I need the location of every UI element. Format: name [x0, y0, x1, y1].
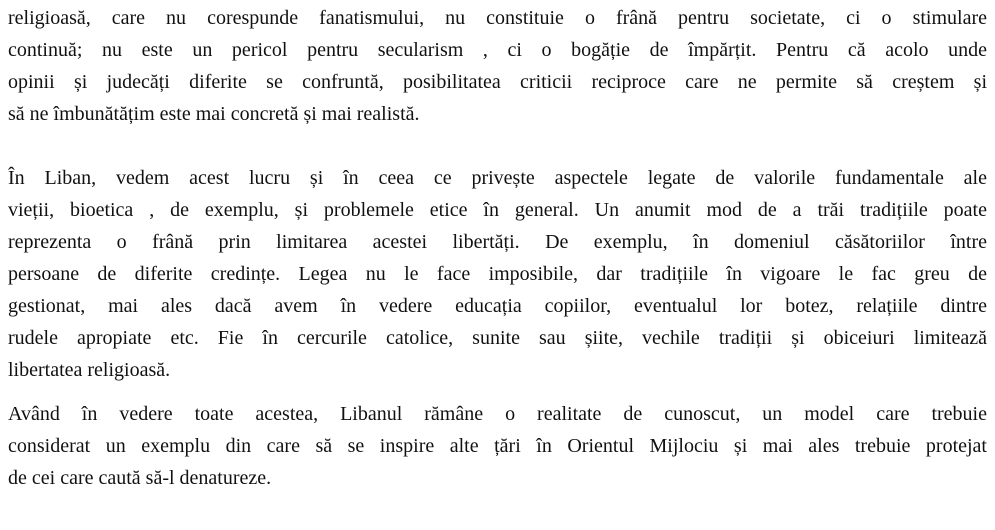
text-line: considerat un exemplu din care să se inspire alte țări în Orientul Mijlociu și mai ales trebuie protejat: [8, 435, 987, 457]
text-line: continuă; nu este un pericol pentru secularism , ci o bogăție de împărțit. Pentru că acolo unde: [8, 39, 987, 61]
paragraph-conclusion: [8, 398, 987, 494]
text-line: Având în vedere toate acestea, Libanul rămâne o realitate de cunoscut, un model care trebuie: [8, 403, 987, 425]
paragraph-lebanon-traditions: [8, 162, 987, 386]
text-line: În Liban, vedem acest lucru și în ceea ce privește aspectele legate de valorile fundamentale ale: [8, 167, 987, 189]
text-line: religioasă, care nu corespunde fanatismului, nu constituie o frână pentru societate, ci o stimulare: [8, 7, 987, 29]
text-line: rudele apropiate etc. Fie în cercurile catolice, sunite sau șiite, vechile tradiții și obiceiuri limitează: [8, 327, 987, 349]
text-line: libertatea religioasă.: [8, 359, 171, 381]
text-line: reprezenta o frână prin limitarea acestei libertăți. De exemplu, în domeniul căsătoriilor între: [8, 231, 987, 253]
text-line: opinii și judecăți diferite se confruntă, posibilitatea criticii reciproce care ne permite să creștem și: [8, 71, 987, 93]
paragraph-religious-freedom: [8, 2, 987, 130]
text-line: gestionat, mai ales dacă avem în vedere educația copiilor, eventualul lor botez, relațiile dintre: [8, 295, 987, 317]
text-line: să ne îmbunătățim este mai concretă și mai realistă.: [8, 103, 420, 125]
text-line: vieții, bioetica , de exemplu, și problemele etice în general. Un anumit mod de a trăi tradițiile poate: [8, 199, 987, 221]
text-line: persoane de diferite credințe. Legea nu le face imposibile, dar tradițiile în vigoare le fac greu de: [8, 263, 987, 285]
text-line: de cei care caută să-l denatureze.: [8, 467, 272, 489]
